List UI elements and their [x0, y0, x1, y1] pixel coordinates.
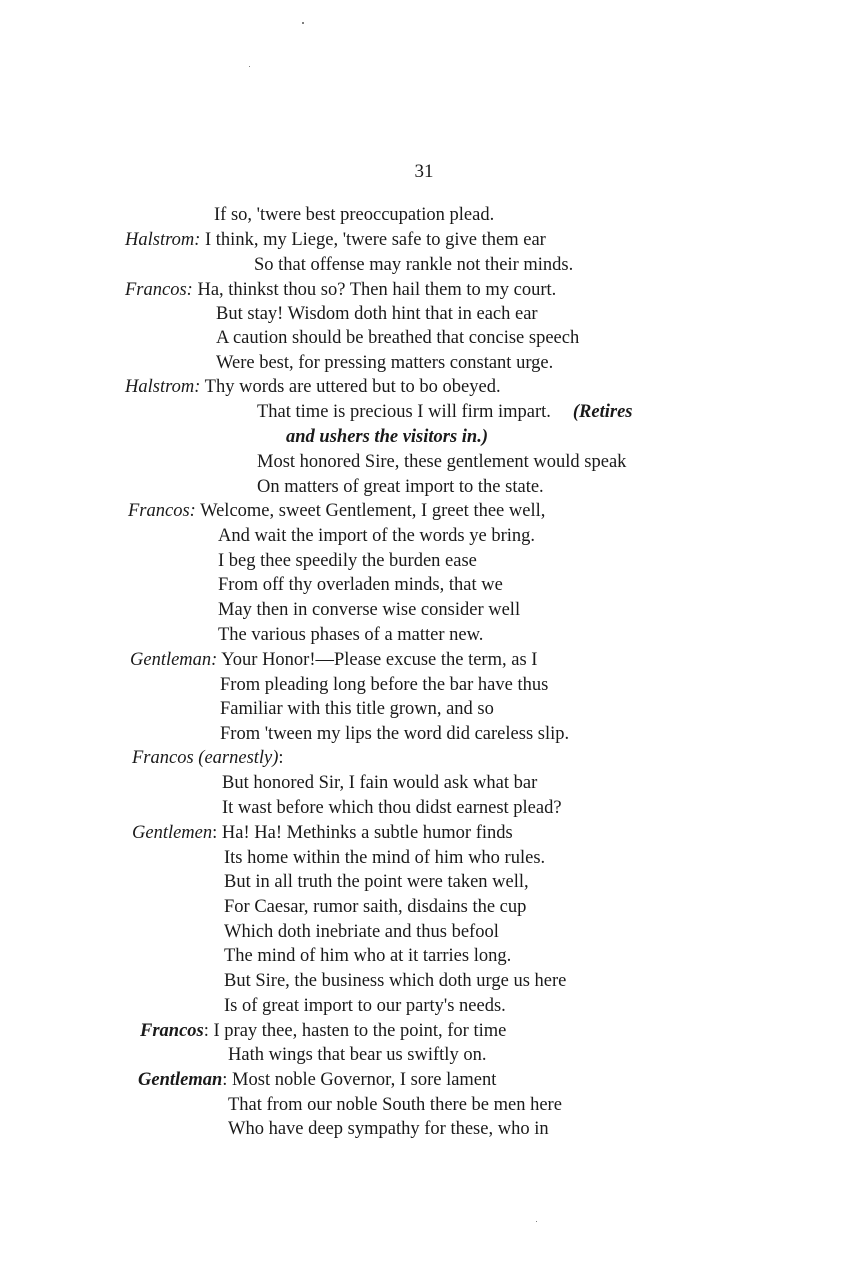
ink-speck: [536, 1221, 537, 1222]
ink-speck: [249, 66, 250, 67]
verse-line: Were best, for pressing matters constant urge.: [216, 353, 554, 373]
verse-line: Hath wings that bear us swiftly on.: [228, 1045, 487, 1065]
verse-line: On matters of great import to the state.: [257, 477, 544, 497]
verse-line: That from our noble South there be men here: [228, 1095, 562, 1115]
verse-line: And wait the import of the words ye bring.: [218, 526, 536, 546]
speech-text: Welcome, sweet Gentlement, I greet thee well,: [195, 501, 546, 521]
speaker-name: Francos:: [125, 280, 193, 300]
speech-text: Ha, thinkst thou so? Then hail them to my court.: [192, 280, 557, 300]
speech-line: [125, 278, 556, 302]
verse-text: That time is precious I will firm impart.: [257, 402, 551, 422]
verse-line: The various phases of a matter new.: [218, 625, 484, 645]
speech-text: : Ha! Ha! Methinks a subtle humor finds: [212, 823, 513, 843]
verse-line: [257, 400, 633, 424]
speaker-name: Gentlemen: [132, 823, 213, 843]
speech-line: [128, 499, 545, 523]
verse-line: Is of great import to our party's needs.: [224, 996, 506, 1016]
verse-line: Its home within the mind of him who rules.: [224, 848, 546, 868]
speaker-name: Gentleman:: [130, 650, 218, 670]
speech-text: :: [278, 748, 284, 768]
verse-line: From pleading long before the bar have thus: [220, 675, 549, 695]
speech-line: [140, 1019, 506, 1043]
speaker-name: Halstrom:: [125, 230, 201, 250]
verse-line: Who have deep sympathy for these, who in: [228, 1119, 549, 1139]
verse-line: The mind of him who at it tarries long.: [224, 946, 512, 966]
speech-text: : I pray thee, hasten to the point, for time: [203, 1021, 507, 1041]
verse-line: But Sire, the business which doth urge us here: [224, 971, 567, 991]
verse-line: Familiar with this title grown, and so: [220, 699, 494, 719]
speaker-name: Francos:: [128, 501, 196, 521]
speech-line: [132, 821, 513, 845]
verse-line: But stay! Wisdom doth hint that in each ear: [216, 304, 538, 324]
verse-line: But honored Sir, I fain would ask what bar: [222, 773, 538, 793]
verse-line: If so, 'twere best preoccupation plead.: [214, 205, 495, 225]
verse-line: A caution should be breathed that concise speech: [216, 328, 580, 348]
stage-direction: and ushers the visitors in.): [286, 427, 489, 447]
speech-line: [125, 228, 546, 252]
speaker-name: Francos: [140, 1021, 204, 1041]
speech-text: Thy words are uttered but to bo obeyed.: [200, 377, 501, 397]
verse-line: So that offense may rankle not their minds.: [254, 255, 574, 275]
verse-line: For Caesar, rumor saith, disdains the cup: [224, 897, 527, 917]
speech-line: [125, 375, 501, 399]
verse-line: I beg thee speedily the burden ease: [218, 551, 477, 571]
verse-line: But in all truth the point were taken well,: [224, 872, 529, 892]
speech-text: : Most noble Governor, I sore lament: [222, 1070, 497, 1090]
verse-line: From off thy overladen minds, that we: [218, 575, 503, 595]
page-number: 31: [414, 161, 434, 182]
speech-line: [138, 1068, 496, 1092]
speech-text: I think, my Liege, 'twere safe to give them ear: [200, 230, 546, 250]
speaker-name: Francos (earnestly): [132, 748, 279, 768]
verse-line: Most honored Sire, these gentlement would speak: [257, 452, 627, 472]
verse-line: May then in converse wise consider well: [218, 600, 521, 620]
ink-speck: [302, 22, 304, 24]
speaker-name: Gentleman: [138, 1070, 223, 1090]
speech-line: [130, 648, 537, 672]
speaker-name: Halstrom:: [125, 377, 201, 397]
verse-line: From 'tween my lips the word did careless slip.: [220, 724, 570, 744]
verse-line: Which doth inebriate and thus befool: [224, 922, 499, 942]
speech-line: [132, 746, 284, 770]
stage-direction: (Retires: [572, 402, 633, 422]
speech-text: Your Honor!—Please excuse the term, as I: [217, 650, 538, 670]
verse-line: It wast before which thou didst earnest plead?: [222, 798, 562, 818]
